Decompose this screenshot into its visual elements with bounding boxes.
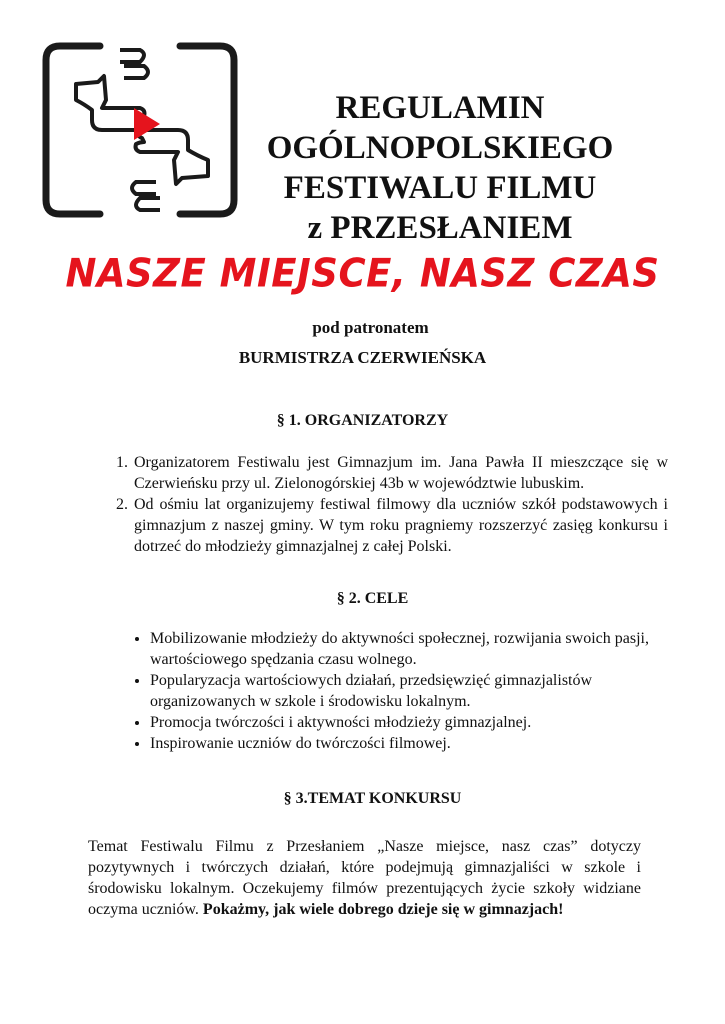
section-heading-organizers: § 1. ORGANIZATORZY (276, 412, 449, 429)
list-item: • Mobilizowanie młodzieży do aktywności społecznej, rozwijania swoich pasji, wartościowego spędzania czasu wolnego. (150, 628, 670, 670)
patronage-label: pod patronatem (312, 318, 429, 337)
list-item: • Inspirowanie uczniów do twórczości filmowej. (150, 733, 670, 754)
goals-list (128, 628, 670, 754)
section-heading-goals: § 2. CELE (336, 590, 409, 607)
title-line: OGÓLNOPOLSKIEGO (266, 130, 614, 166)
patronage-name: BURMISTRZA CZERWIEŃSKA (238, 348, 487, 367)
topic-paragraph (88, 836, 641, 920)
title-line: FESTIWALU FILMU (283, 170, 597, 206)
document-title (245, 88, 635, 248)
list-item: • Popularyzacja wartościowych działań, przedsięwzięć gimnazjalistów organizowanych w szkole i środowisku lokalnym. (150, 670, 670, 712)
topic-bold-text: Pokażmy, jak wiele dobrego dzieje się w gimnazjach! (202, 901, 564, 918)
festival-slogan: NASZE MIEJSCE, NASZ CZAS (65, 250, 660, 297)
title-line: z PRZESŁANIEM (307, 210, 573, 246)
film-frame-hands-icon (40, 40, 240, 220)
festival-logo (40, 40, 240, 220)
title-line: REGULAMIN (335, 90, 545, 126)
topic-text: Temat Festiwalu Filmu z Przesłaniem „Nasze miejsce, nasz czas” dotyczy pozytywnych i twórczych działań, które podejmują gimnazjaliści w szkole i środowisku lokalnym. Oczekujemy filmów prezentujących życie szkoły widziane oczyma uczniów. (88, 838, 641, 918)
list-item: 1. Organizatorem Festiwalu jest Gimnazjum im. Jana Pawła II mieszczące się w Czerwieńsku przy ul. Zielonogórskiej 43b w województwie lubuskim. (132, 452, 668, 494)
section-heading-topic: § 3.TEMAT KONKURSU (283, 790, 462, 807)
organizers-list (105, 452, 668, 557)
list-item: 2. Od ośmiu lat organizujemy festiwal filmowy dla uczniów szkół podstawowych i gimnazjum z naszej gminy. W tym roku pragniemy rozszerzyć zasięg konkursu i dotrzeć do młodzieży gimnazjalnej z całej Polski. (132, 494, 668, 557)
list-item: • Promocja twórczości i aktywności młodzieży gimnazjalnej. (150, 712, 670, 733)
